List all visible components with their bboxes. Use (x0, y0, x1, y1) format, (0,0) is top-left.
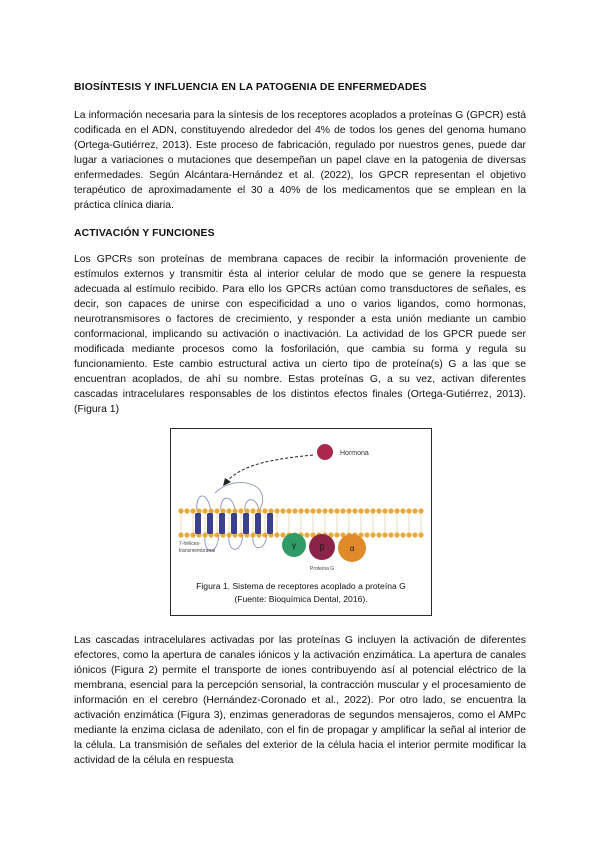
alpha-label: α (349, 544, 355, 553)
gpcr-diagram (175, 433, 427, 575)
paragraph-activacion: Los GPCRs son proteínas de membrana capaces de recibir la información proveniente de estímulos externos y transmitir ésta al interior celular de modo que se genere la respuesta adecuada al estímulo recibido. Para ello los GPCRs actúan como transductores de señales, es decir, son capaces de unirse con especificidad a uno o varios ligandos, como hormonas, neurotransmisores o factores de crecimiento, y responder a esta unión mediante un cambio conformacional, implicando su activación o inactivación. La actividad de los GPCR puede ser modificada mediante procesos como la fosforilación, que cambia su forma y regula su funcionamiento. Este cambio estructural activa un cierto tipo de proteína(s) G a las que se encuentran acoplados, de ahí su nombre. Estas proteínas G, a su vez, activan diferentes cascadas intracelulares responsables de los distintos efectos finales (Ortega-Gutiérrez, 2013). (Figura 1) (74, 254, 526, 415)
hormone-molecule (317, 444, 333, 460)
beta-label: β (319, 543, 325, 552)
transmembrane-helices (195, 513, 273, 534)
caption-line-2: (Fuente: Bioquímica Dental, 2016). (234, 594, 368, 604)
protein-g-label: Proteína G (310, 566, 335, 572)
caption-line-1: Figura 1. Sistema de receptores acoplado a proteína G (196, 581, 406, 591)
figure-1 (170, 428, 432, 616)
membrane-tails (181, 514, 421, 532)
hormone-arrow (227, 455, 313, 481)
paragraph-cascadas: Las cascadas intracelulares activadas por las proteínas G incluyen la activación de diferentes efectores, como la apertura de canales iónicos y la activación enzimática. La apertura de canales iónicos (Figura 2) permite el transporte de iones contribuyendo así al potencial eléctrico de la membrana, esencial para la percepción sensorial, la contracción muscular y el procesamiento de información en el cerebro (Hernández-Coronado et al., 2022). Por otro lado, se encuentra la activación enzimática (Figura 3), enzimas generadoras de segundos mensajeros, como el AMPc mediante la enzima ciclasa de adenilato, con el fin de propagar y amplificar la señal al interior de la célula. La transmisión de señales del exterior de la célula hacia el interior permite modificar la actividad de la célula en respuesta (74, 635, 526, 766)
membrane-outer-heads (178, 508, 423, 513)
hormone-label: Hormona (340, 450, 369, 457)
figure-caption (171, 580, 431, 606)
receptor-label-line2: transmembranal (179, 548, 216, 554)
paragraph-biosintesis: La información necesaria para la síntesis de los receptores acoplados a proteínas G (GPCR) está codificada en el ADN, constituyendo alrededor del 4% de todos los genes del genoma humano (Ortega-Gutiérrez, 2013). Este proceso de fabricación, regulado por nuestros genes, puede dar lugar a variaciones o mutaciones que desempeñan un papel clave en la patogenia de diversas enfermedades. Según Alcántara-Hernández et al. (2022), los GPCR representan el objetivo terapéutico de aproximadamente el 30 a 40% de los medicamentos que se emplean en la práctica clínica diaria. (74, 110, 526, 211)
section-heading-activacion: ACTIVACIÓN Y FUNCIONES (74, 228, 215, 239)
section-heading-biosintesis: BIOSÍNTESIS Y INFLUENCIA EN LA PATOGENIA DE ENFERMEDADES (74, 82, 427, 93)
gamma-label: γ (292, 541, 296, 550)
receptor-label-line1: 7-hélices- (179, 541, 201, 547)
